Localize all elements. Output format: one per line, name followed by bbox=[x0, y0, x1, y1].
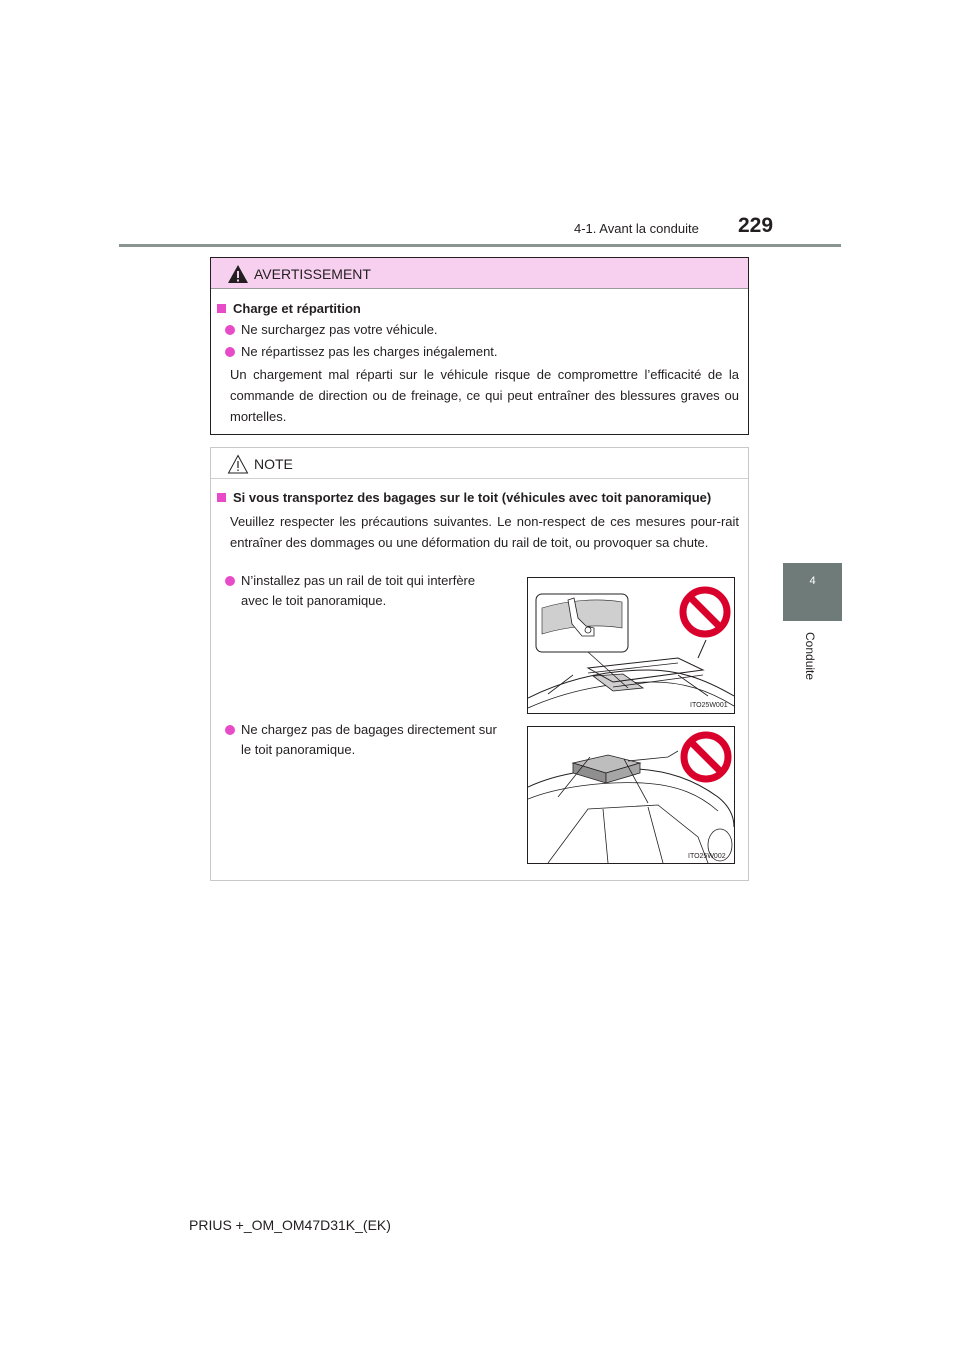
chapter-tab bbox=[783, 563, 842, 621]
chapter-tab-number: 4 bbox=[809, 575, 816, 587]
header-section-title: 4-1. Avant la conduite bbox=[574, 221, 699, 236]
footer-model-code: PRIUS +_OM_OM47D31K_(EK) bbox=[189, 1217, 391, 1233]
square-bullet-icon bbox=[217, 304, 226, 313]
caution-triangle-icon bbox=[227, 454, 249, 474]
note-header bbox=[211, 448, 748, 479]
warning-paragraph: Un chargement mal réparti sur le véhicule risque de compromettre l’efficacité de la commande de direction ou de freinage, ce qui peut entraîner des blessures graves ou mortelles. bbox=[230, 367, 739, 424]
circle-bullet-icon bbox=[225, 325, 235, 335]
warning-title: AVERTISSEMENT bbox=[254, 266, 371, 282]
header-divider bbox=[119, 244, 841, 247]
warning-bullet: Ne surchargez pas votre véhicule. bbox=[225, 322, 438, 337]
note-title: NOTE bbox=[254, 456, 293, 472]
chapter-tab-label: Conduite bbox=[803, 632, 817, 681]
circle-bullet-icon bbox=[225, 576, 235, 586]
warning-bullet: Ne répartissez pas les charges inégalement. bbox=[225, 344, 498, 359]
roof-luggage-figure bbox=[527, 726, 735, 864]
warning-header bbox=[211, 258, 748, 289]
note-section-title: Si vous transportez des bagages sur le toit (véhicules avec toit panoramique) bbox=[217, 490, 711, 505]
page-number: 229 bbox=[738, 214, 774, 237]
circle-bullet-icon bbox=[225, 347, 235, 357]
note-bullet: N’installez pas un rail de toit qui interfère avec le toit panoramique. bbox=[225, 571, 513, 611]
warning-box bbox=[210, 257, 749, 435]
figure-code: ITO25W002 bbox=[688, 853, 726, 860]
circle-bullet-icon bbox=[225, 725, 235, 735]
roof-rail-figure bbox=[527, 577, 735, 714]
roof-rail-illustration bbox=[528, 578, 734, 713]
roof-luggage-illustration bbox=[528, 727, 734, 863]
square-bullet-icon bbox=[217, 493, 226, 502]
note-bullet: Ne chargez pas de bagages directement sur le toit panoramique. bbox=[225, 720, 513, 760]
warning-section-title: Charge et répartition bbox=[217, 301, 361, 316]
note-box bbox=[210, 447, 749, 881]
note-paragraph: Veuillez respecter les précautions suivantes. Le non-respect de ces mesures pour-rait entraîner des dommages ou une déformation du rail de toit, ou provoquer sa chute. bbox=[230, 514, 739, 550]
figure-code: ITO25W001 bbox=[690, 702, 728, 709]
warning-triangle-icon bbox=[227, 264, 249, 284]
